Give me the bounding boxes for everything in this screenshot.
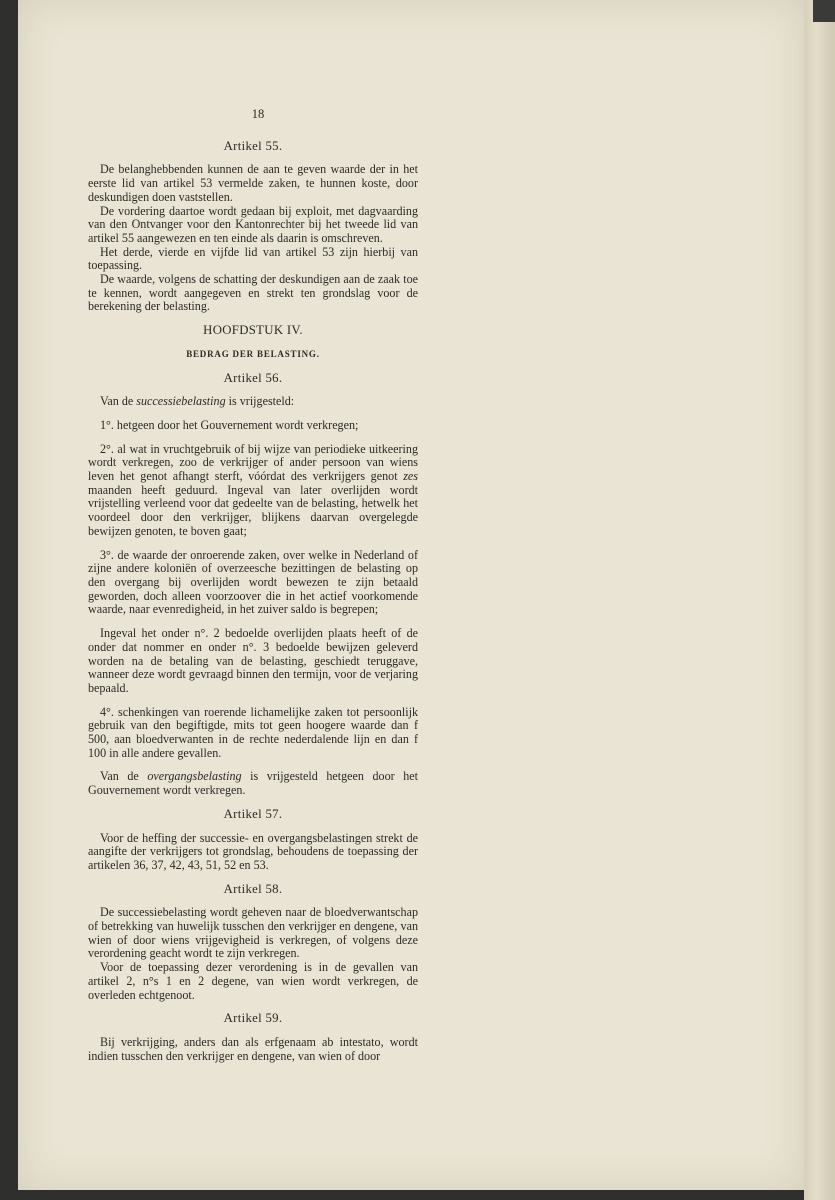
article-56-title: Artikel 56. — [223, 370, 283, 385]
article-58-title: Artikel 58. — [223, 881, 283, 896]
article-59-title: Artikel 59. — [223, 1011, 283, 1026]
term-successiebelasting: successiebelasting — [136, 394, 226, 409]
article-57-title: Artikel 57. — [223, 806, 283, 821]
article-59-paragraph-1: Bij verkrijging, anders dan als erfgenaam ab intestato, wordt indien tusschen den verkrijger en dengene, van wien of door — [88, 1034, 418, 1063]
article-55-paragraph-4: De waarde, volgens de schatting der deskundigen aan de zaak toe te kennen, wordt aangegeven en strekt ten grondslag voor de berekening der belasting. — [88, 272, 418, 314]
article-56-overgang: Van de overgangsbelasting is vrijgesteld hetgeen door het Gouvernement wordt verkregen. — [88, 769, 419, 798]
term-zes: zes — [403, 469, 418, 484]
article-58-paragraph-2: Voor de toepassing dezer verordening is in de gevallen van artikel 2, n°s 1 en 2 degene, van wien wordt verkregen, de overleden echtgenoot. — [88, 960, 418, 1002]
adjacent-page-edge — [804, 0, 835, 1200]
article-55-title: Artikel 55. — [223, 138, 283, 153]
article-56-intro: Van de successiebelasting is vrijgesteld: — [100, 394, 295, 409]
page-corner — [813, 0, 835, 22]
article-56-item-4: 4°. schenkingen van roerende lichamelijke zaken tot persoonlijk gebruik van den begiftigde, mits tot geen hoogere waarde dan f 500, aan bloedverwanten in de rechte nederdalende lijn en dan f 100 in alle andere gevallen. — [88, 704, 418, 760]
article-56-item-3: 3°. de waarde der onroerende zaken, over welke in Nederland of zijne andere koloniën of overzeesche bezittingen de belasting op den overgang bij overlijden wordt bewezen te zijn betaald geworden, doch alleen voorzoover die in het actief voorkomende waarde, naar evenredigheid, in het zuiver saldo is begrepen; — [88, 547, 418, 617]
article-58-paragraph-1: De successiebelasting wordt geheven naar de bloedverwantschap of betrekking van huwelijk tusschen den verkrijger en dengene, van wien of door wiens vrijgevigheid is verkregen, of volgens deze verordening geacht wordt te zijn verkregen. — [88, 905, 418, 961]
page-text — [88, 108, 418, 1063]
article-55-paragraph-3: Het derde, vierde en vijfde lid van artikel 53 zijn hierbij van toepassing. — [88, 244, 418, 273]
article-55-paragraph-1: De belanghebbenden kunnen de aan te geven waarde der in het eerste lid van artikel 53 vermelde zaken, te hunnen koste, door deskundigen doen vaststellen. — [88, 162, 418, 204]
article-56-item-2: 2°. al wat in vruchtgebruik of bij wijze van periodieke uitkeering wordt verkregen, zoo de verkrijger of ander persoon van wiens leven het genot afhangt sterft, vóórdat des verkrijgers genot zes maanden heeft geduurd. Ingeval van later overlijden wordt vrijstelling verleend voor dat gedeelte van de belasting, hetwelk het voordeel door den verkrijger, blijkens daarvan overgelegde bewijzen genoten, te boven gaat; — [88, 441, 418, 538]
chapter-subtitle: BEDRAG DER BELASTING. — [186, 348, 320, 359]
chapter-title: HOOFDSTUK IV. — [203, 323, 303, 338]
page-number: 18 — [251, 107, 265, 121]
article-56-item-1: 1°. hetgeen door het Gouvernement wordt verkregen; — [100, 417, 359, 432]
term-overgangsbelasting: overgangsbelasting — [147, 769, 242, 784]
article-57-paragraph-1: Voor de heffing der successie- en overgangsbelastingen strekt de aangifte der verkrijgers tot grondslag, behoudens de toepassing der artikelen 36, 37, 42, 43, 51, 52 en 53. — [88, 830, 418, 872]
article-56-restitution: Ingeval het onder n°. 2 bedoelde overlijden plaats heeft of de onder dat nommer en onder n°. 3 bedoelde bewijzen geleverd worden na de betaling van de belasting, geschiedt teruggave, wanneer deze wordt gevraagd binnen den termijn, voor de verjaring bepaald. — [88, 626, 418, 695]
article-55-paragraph-2: De vordering daartoe wordt gedaan bij exploit, met dagvaarding van den Ontvanger voor den Kantonrechter bij het tweede lid van artikel 55 aangewezen en ten einde als daarin is omschreven. — [88, 203, 418, 245]
